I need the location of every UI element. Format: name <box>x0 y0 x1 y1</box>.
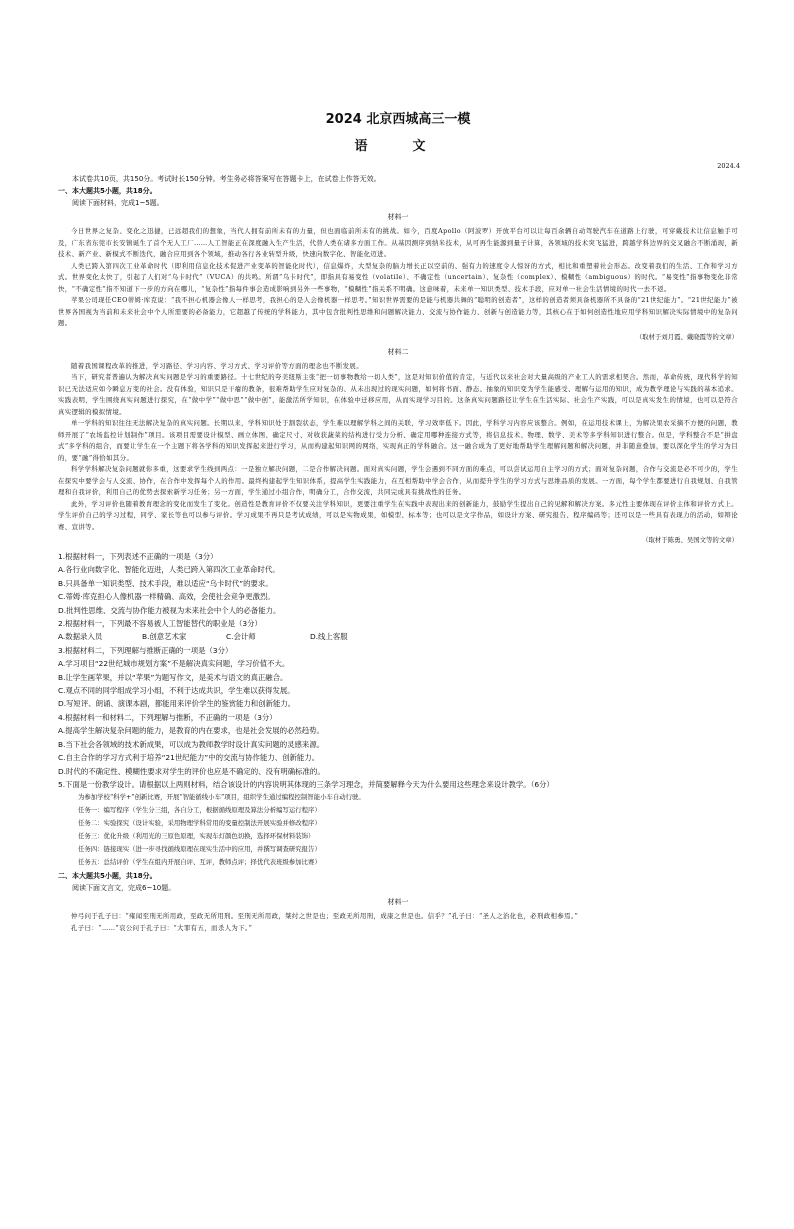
material2-paragraph: 此外，学习评价也随着教育理念的变化而发生了变化。创造性是教育评价不仅要关注学科知识，更要注重学生在实践中表现出来的创新能力，鼓励学生提出自己的见解和解决方案。多元性主要体现在评价主体和评价方式上。学生评价自己的学习过程，同学、家长等也可以参与评价。学习成果不再只是考试成绩，可以是实物成果，如模型、标本等；也可以是文字作品，如设计方案、研究报告、程序编码等；还可以是一些具有表现力的活动，如辩论赛、宣讲等。 <box>58 499 738 531</box>
question-3-option: B.让学生画苹果，并以“苹果”为题写作文，是美术与语文的真正融合。 <box>58 672 288 682</box>
question-1-stem: 1.根据材料一，下列表述不正确的一项是（3分） <box>58 552 218 561</box>
question-2-option: B.创意艺术家 <box>142 632 187 642</box>
material2-source: （取材于陈勇、吴国文等的文章） <box>642 536 738 544</box>
question-3-option: C.观点不同的同学组成学习小组，不利于达成共识，学生难以获得发展。 <box>58 686 295 696</box>
design-task: 任务四：链接现实（进一步寻找循线原理在现实生活中的应用，并撰写调查研究报告） <box>78 845 321 854</box>
question-1-option: D.批判性思维、交流与协作能力被视为未来社会中个人的必备能力。 <box>58 605 281 615</box>
section1-instruction: 阅读下面材料，完成1~5题。 <box>72 199 164 207</box>
classical-text-line: 仲弓问于孔子曰：“雍闻至刑无所用政，至政无所用刑。至刑无所用政，桀纣之世是也；至政无所用刑，成康之世是也。信乎？”孔子曰：“圣人之治化也，必刑政相参焉。” <box>71 912 579 921</box>
question-4-stem: 4.根据材料一和材料二，下列理解与推断，不正确的一项是（3分） <box>58 712 277 722</box>
exam-date: 2024.4 <box>717 162 740 170</box>
material2-paragraph: 当下，研究者普遍认为解决真实问题是学习的重要路径。十七世纪的夸美纽斯主张“把一切事物教给一切人类”，这是对知识价值的肯定，与近代以来社会对大量高级的产业工人的需求相契合。然而，革命传统，现代科学的知识已无法适应如今瞬息万变的社会。没有体验，知识只是干瘪的教条，很难帮助学生应对复杂的、从未出现过的现实问题，如何将书面、静态、抽象的知识变为学生能感受、理解与运用的知识，成为教学理论与实践的基本追求。实践表明，学生围绕真实问题进行探究，在“做中学”“做中思”“做中创”，能激活所学知识，在体验中迁移应用，从而实现学习目的。这条真实问题路径让学生在生活实际、社会生产实践，可以是真实发生的情境，也可以是符合真实逻辑的模拟情境。 <box>58 373 738 416</box>
section2-material-title: 材料一 <box>387 898 409 907</box>
design-task: 任务三：优化升级（利用光的三原色原理，实现车灯颜色切换，选择环保材料装饰） <box>78 832 315 841</box>
classical-text-line: 孔子曰：“……”哀公问于孔子曰：“大罪有五，而杀人为下。” <box>71 923 253 932</box>
exam-title: 2024 北京西城高三一模 <box>325 112 471 127</box>
section1-heading: 一、本大题共5小题，共18分。 <box>58 187 157 195</box>
exam-page <box>58 100 738 934</box>
question-2-option: A.数据录入员 <box>58 632 103 642</box>
material1-paragraph: 人类已跨入第四次工业革命时代（即利用信息化技术促进产业变革的智能化时代），信息爆炸，大型复杂的脑力增长正以空前的、强有力的速度令人惊讶的方式，相比和重塑着社会形态。改变着我们的生活、工作和学习方式。世界变化太快了，引起了人们对“乌卡时代”（VUCA）的共鸣。所谓“乌卡时代”，即指具有易变性（volatile）、不确定性（uncertain）、复杂性（complex）、模糊性（ambiguous）的时代。“易变性”指事物变化非常快，“不确定性”指不知道下一步的方向在哪儿，“复杂性”指每件事会造成影响到另外一些事物，“模糊性”指关系不明确。这意味着，未来单一知识类型、技术手段，应对单一社会生活情境的时代一去不返。 <box>58 261 738 293</box>
question-2-options <box>58 630 738 643</box>
question-1-option: C.蒂姆·库克担心人像机器一样精确、高效，会使社会竞争更激烈。 <box>58 592 275 602</box>
question-1-option: B.只具备单一知识类型、技术手段，难以适应“乌卡时代”的要求。 <box>58 578 273 588</box>
question-3-stem: 3.根据材料二，下列理解与推断正确的一项是（3分） <box>58 645 233 655</box>
material2-paragraph: 科学学科解决复杂问题就你多重，这要求学生线到两点：一是独立解决问题，二是合作解决问题。面对真实问题，学生会遇到不同方面的难点，可以尝试运用自主学习的方式；面对复杂问题，合作与交流是必不可少的，学生在探究中要学会与人交流、协作，在合作中发挥每个人的作用。最终构建起学生知识体系，提高学生实践能力，在互相帮助中学会合作，从而提升学生的学习方式与思维品质的发展。一方面，每个学生都要进行自我规划、自我管理和自我评价，利用自己的优势去探索新学习任务；另一方面，学生通过小组合作，明确分工，合作交流，共同完成具有挑战性的任务。 <box>58 465 738 496</box>
design-task: 任务五：总结评价（学生在组内开展自评、互评，教师点评；择优代表班级参加比赛） <box>78 858 321 867</box>
material1-source: （取材于刘月霞、戴晓霞等的文章） <box>635 332 738 341</box>
material2-title: 材料二 <box>387 347 409 356</box>
material1-paragraph: 苹果公司现任CEO蒂姆·库克说：“我不担心机器会像人一样思考，我担心的是人会像机器一样思考。”知识世界需要的是能与机器共舞的“聪明的创造者”，这样的创造者须具备机器所不具备的“21世纪能力”。“21世纪能力”被世界各国视为当前和未来社会中个人所需要的必备能力，它超越了传统的学科能力，其中包含批判性思维和问题解决能力、交流与协作能力、创新与创造能力等，其核心在于如何创造性地应用学科知识解决实际情境中的复杂问题。 <box>58 296 738 327</box>
question-4-option: A.提高学生解决复杂问题的能力，是教育的内在要求，也是社会发展的必然趋势。 <box>58 726 324 736</box>
subject-title: 语 文 <box>354 139 442 154</box>
question-2-option: D.线上客服 <box>310 632 348 642</box>
design-intro: 为参加学校“科学+”创新比赛，开展“智能循线小车”项目，组织学生通过编程控制智能小车自动行驶。 <box>78 793 365 802</box>
question-3-option: A.学习项目“22世纪城市规划方案”不是解决真实问题，学习价值不大。 <box>58 659 290 669</box>
question-4-option: B.当下社会各领域的技术新成果，可以成为教师教学时设计真实问题的灵感来源。 <box>58 739 325 749</box>
material2-paragraph: 随着我国课程改革的推进，学习路径、学习内容、学习方式、学习评价等方面的理念也不断发展。 <box>71 361 363 370</box>
section2-instruction: 阅读下面文言文，完成6~10题。 <box>72 884 176 893</box>
question-3-option: D.写短评、朗诵、演课本剧，都能用来评价学生的鉴赏能力和创新能力。 <box>58 699 296 709</box>
material1-title: 材料一 <box>387 213 409 221</box>
question-4-option: C.自主合作的学习方式利于培养“21世纪能力”中的交流与协作能力、创新能力。 <box>58 753 320 763</box>
exam-notice: 本试卷共10页，共150分。考试时长150分钟。考生务必将答案写在答题卡上，在试卷上作答无效。 <box>72 175 381 183</box>
material2-paragraph: 单一学科的知识往往无法解决复杂的真实问题。长期以来，学科知识处于割裂状态，学生难以理解学科之间的关联，学习效率低下。因此，学科学习内容应该整合。例如，在运用技术课上，为解决果农采摘不方便的问题，教师开展了“农场监控计划制作”项目。该项目需要设计模型、画立体图、确定尺寸、对收获蔬菜的结构进行受力分析、确定用哪种连接方式等，将信息技术、物理、数学、美术等多学科知识进行整合。但是，学科整合不是“拼盘式”多学科的组合，而要让学生在一个主题下将各学科的知识发挥起来进行学习，从而构建起知识网的网络，实现真正的学科融合。这一融合成为了更好地帮助学生理解问题和解决问题，并非随意叠加，要以深化学生的学习为目的，要“融”得恰如其分。 <box>58 419 738 462</box>
design-task: 任务二：实验探究（设计实验，采用物理学科常用的变量控制法开展实验并修改程序） <box>78 819 321 828</box>
question-2-stem: 2.根据材料一，下列最不容易被人工智能替代的职业是（3分） <box>58 619 262 629</box>
design-task: 任务一：编写程序（学生分三组，各自分工，根据循线原理及算法分析编写运行程序） <box>78 806 321 815</box>
question-2-option: C.会计师 <box>226 632 256 642</box>
question-5-stem: 5.下面是一份教学设计。请根据以上两则材料，结合该设计的内容说明其体现的三条学习理念，并简要解释今天为什么要用这些理念来设计教学。（6分） <box>58 779 554 789</box>
question-1-option: A.各行业向数字化、智能化迈进，人类已跨入第四次工业革命时代。 <box>58 565 280 575</box>
question-4-option: D.时代的不确定性、模糊性要求对学生的评价也应是不确定的、没有明确标准的。 <box>58 766 325 776</box>
section2-heading: 二、本大题共5小题，共18分。 <box>58 872 157 881</box>
material1-paragraph: 今日世界之复杂、变化之迅捷，已远超我们的想象，当代人拥有前所未有的力量，但也面临前所未有的挑战。如今，百度Apollo（阿波罗）开放平台可以让每百余辆自动驾驶汽车在道路上行驶，可穿戴技术让信息触手可及，广东省东莞市长安镇诞生了首个无人工厂……人工智能正在深度融入生产生活，代替人类在诸多方面工作。从基因测序到纳米技术，从可再生能源到量子计算，各领域的技术突飞猛进，跨越学科边界的交叉融合不断涌现，新技术、新产业、新模式不断迭代，融合应用到各个领域，推动各行各业转型升级，快速向数字化、智能化迈进。 <box>58 227 738 258</box>
